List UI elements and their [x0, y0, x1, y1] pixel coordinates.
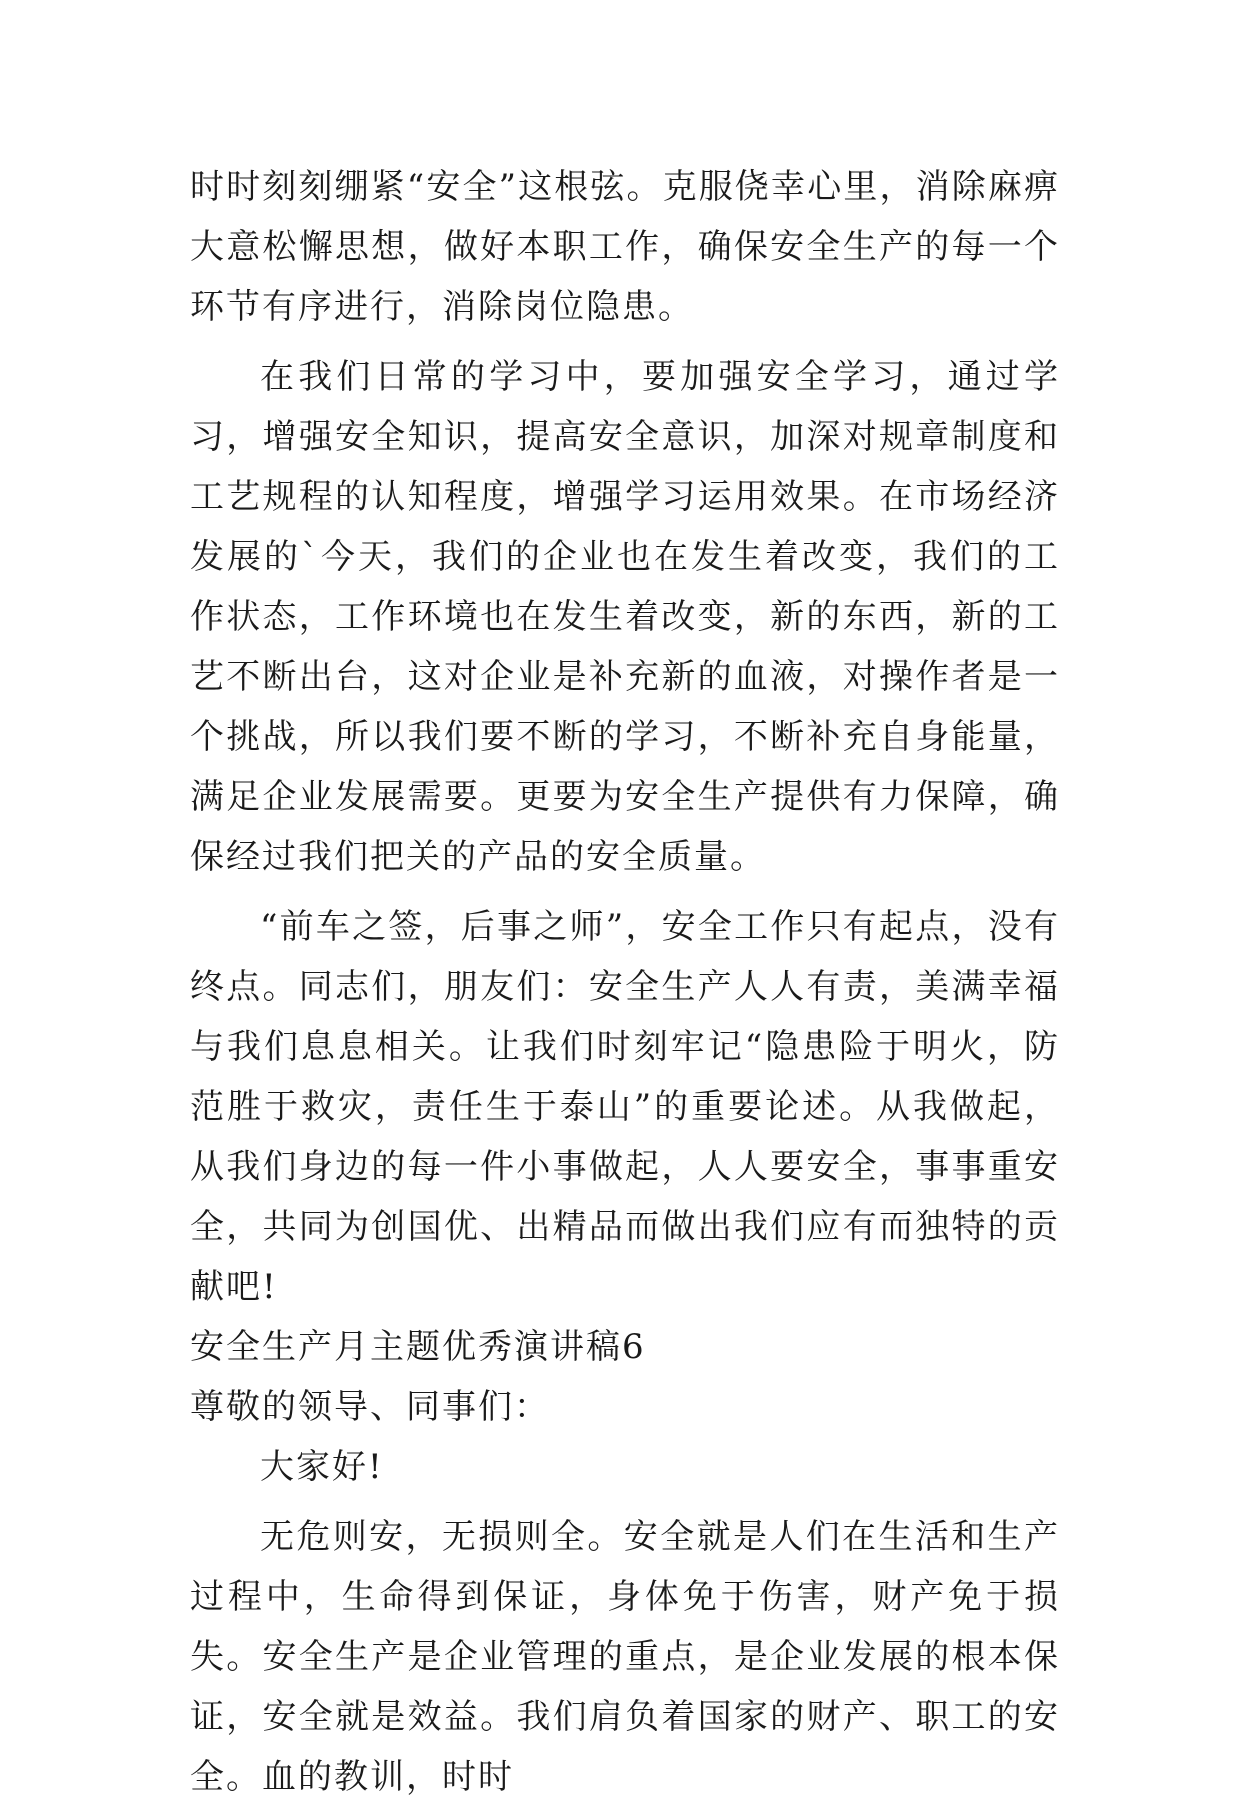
paragraph-continuation: 时时刻刻绷紧“安全”这根弦。克服侥幸心里，消除麻痹大意松懈思想，做好本职工作，确保安全生产的每一个环节有序进行，消除岗位隐患。: [190, 167, 1060, 327]
paragraph-study: 在我们日常的学习中，要加强安全学习，通过学习，增强安全知识，提高安全意识，加深对规章制度和工艺规程的认知程度，增强学习运用效果。在市场经济发展的`今天，我们的企业也在发生着改变，我们的工作状态，工作环境也在发生着改变，新的东西，新的工艺不断出台，这对企业是补充新的血液，对操作者是一个挑战，所以我们要不断的学习，不断补充自身能量，满足企业发展需要。更要为安全生产提供有力保障，确保经过我们把关的产品的安全质量。: [190, 357, 1060, 877]
document-body: [190, 157, 1060, 1807]
paragraph-lesson: “前车之签，后事之师”，安全工作只有起点，没有终点。同志们，朋友们：安全生产人人有责，美满幸福与我们息息相关。让我们时刻牢记“隐患险于明火，防范胜于救灾，责任生于泰山”的重要论述。从我做起，从我们身边的每一件小事做起，人人要安全，事事重安全，共同为创国优、出精品而做出我们应有而独特的贡献吧!: [190, 907, 1060, 1307]
paragraph-safety: 无危则安，无损则全。安全就是人们在生活和生产过程中，生命得到保证，身体免于伤害，财产免于损失。安全生产是企业管理的重点，是企业发展的根本保证，安全就是效益。我们肩负着国家的财产、职工的安全。血的教训，时时: [190, 1517, 1060, 1797]
salutation: 尊敬的领导、同事们：: [190, 1387, 550, 1427]
section-heading: 安全生产月主题优秀演讲稿6: [190, 1327, 646, 1367]
greeting: 大家好!: [260, 1447, 384, 1487]
